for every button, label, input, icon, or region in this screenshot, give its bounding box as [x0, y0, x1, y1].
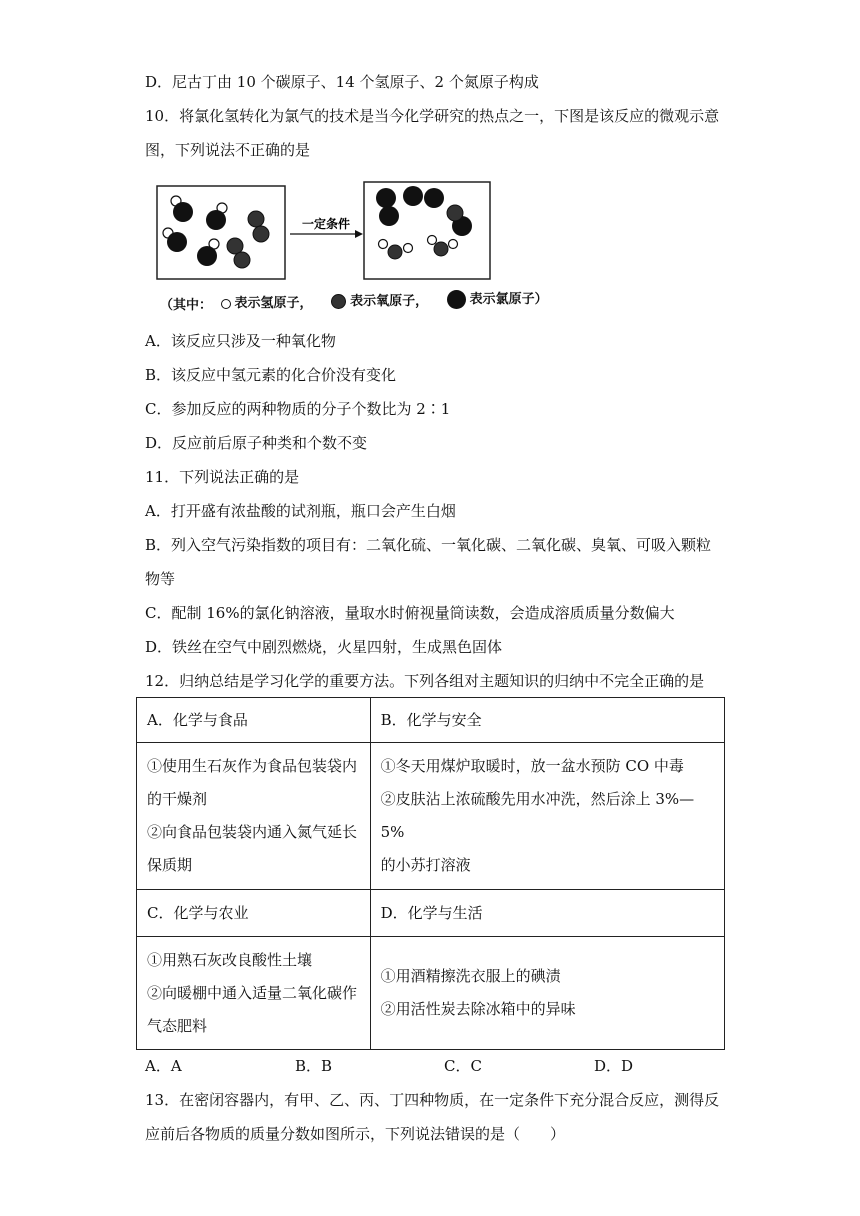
cell-a-line: ②向食品包装袋内通入氮气延长	[147, 823, 358, 841]
q12-answer-b: B．B	[295, 1057, 333, 1075]
q10-option-c: C．参加反应的两种物质的分子个数比为 2∶1	[145, 400, 451, 418]
cell-a-title: A．化学与食品	[137, 698, 371, 743]
hydrogen-atom-icon	[221, 299, 231, 309]
cell-a-line: 保质期	[147, 856, 193, 874]
chlorine-atom	[403, 186, 423, 206]
oxygen-atom	[234, 252, 250, 268]
cell-b-line: ①冬天用煤炉取暖时，放一盆水预防 CO 中毒	[380, 757, 684, 775]
cell-d-content	[370, 937, 724, 1050]
hydrogen-atom	[379, 240, 388, 249]
legend-hydrogen: 表示氢原子，	[217, 295, 313, 313]
cell-b-content	[370, 743, 724, 890]
chlorine-atom-icon	[447, 290, 466, 309]
q11-option-b-line1: B．列入空气污染指数的项目有：二氧化硫、一氧化碳、二氧化碳、臭氧、可吸入颗粒	[145, 536, 712, 554]
q11-option-b-line2: 物等	[145, 570, 176, 588]
reaction-diagram-svg	[150, 178, 570, 288]
diagram-legend	[160, 290, 548, 315]
oxygen-atom-icon	[331, 294, 346, 309]
q13-stem-line2: 应前后各物质的质量分数如图所示，下列说法错误的是（ ）	[145, 1125, 566, 1143]
hydrogen-atom	[428, 236, 437, 245]
legend-chlorine: 表示氯原子）	[443, 290, 548, 309]
q10-stem-line2: 图，下列说法不正确的是	[145, 141, 311, 159]
oxygen-atom	[434, 242, 448, 256]
q11-stem: 11．下列说法正确的是	[145, 468, 300, 486]
cell-a-content	[137, 743, 371, 890]
cell-c-line: 气态肥料	[147, 1016, 208, 1035]
oxygen-atom	[388, 245, 402, 259]
cell-d-line: ②用活性炭去除冰箱中的异味	[380, 1000, 576, 1018]
oxygen-atom	[227, 238, 243, 254]
arrow-head-icon	[355, 230, 363, 238]
chlorine-atom	[167, 232, 187, 252]
cell-b-line: 的小苏打溶液	[380, 856, 471, 874]
q11-option-a: A．打开盛有浓盐酸的试剂瓶，瓶口会产生白烟	[145, 502, 456, 520]
cell-b-line: ②皮肤沾上浓硫酸先用水冲洗，然后涂上 3%—5%	[380, 790, 695, 841]
q12-answer-a: A．A	[145, 1057, 182, 1075]
legend-prefix: （其中：	[160, 298, 213, 313]
q11-option-c: C．配制 16%的氯化钠溶液，量取水时俯视量筒读数，会造成溶质质量分数偏大	[145, 604, 675, 622]
cell-c-content	[137, 937, 371, 1050]
oxygen-atom	[253, 226, 269, 242]
oxygen-atom	[447, 205, 463, 221]
cell-c-line: ②向暖棚中通入适量二氧化碳作	[147, 983, 358, 1002]
arrow-label: 一定条件	[301, 217, 351, 231]
q10-stem-line1: 10．将氯化氢转化为氯气的技术是当今化学研究的热点之一，下图是该反应的微观示意	[145, 107, 720, 125]
hydrogen-atom	[404, 244, 413, 253]
oxygen-atom	[248, 211, 264, 227]
chlorine-atom	[379, 206, 399, 226]
q12-stem: 12．归纳总结是学习化学的重要方法。下列各组对主题知识的归纳中不完全正确的是	[145, 672, 705, 690]
cell-c-line: ①用熟石灰改良酸性土壤	[147, 950, 313, 969]
cell-b-title: B．化学与安全	[370, 698, 724, 743]
chlorine-atom	[206, 210, 226, 230]
cell-d-line: ①用酒精擦洗衣服上的碘渍	[380, 967, 561, 985]
chlorine-atom	[424, 188, 444, 208]
cell-c-title: C．化学与农业	[137, 890, 371, 937]
cell-a-line: ①使用生石灰作为食品包装袋内	[147, 757, 358, 775]
q10-option-a: A．该反应只涉及一种氧化物	[145, 332, 336, 350]
q11-option-d: D．铁丝在空气中剧烈燃烧，火星四射，生成黑色固体	[145, 638, 503, 656]
q10-option-b: B．该反应中氢元素的化合价没有变化	[145, 366, 397, 384]
hydrogen-atom	[449, 240, 458, 249]
q12-answer-d: D．D	[594, 1057, 634, 1075]
q9-option-d: D．尼古丁由 10 个碳原子、14 个氢原子、2 个氮原子构成	[145, 73, 539, 91]
chlorine-atom	[173, 202, 193, 222]
q12-answer-c: C．C	[444, 1057, 482, 1075]
chlorine-atom	[376, 188, 396, 208]
cell-a-line: 的干燥剂	[147, 790, 208, 808]
q10-option-d: D．反应前后原子种类和个数不变	[145, 434, 368, 452]
q13-stem-line1: 13．在密闭容器内，有甲、乙、丙、丁四种物质，在一定条件下充分混合反应，测得反	[145, 1091, 720, 1109]
cell-d-title: D．化学与生活	[370, 890, 724, 937]
knowledge-table	[136, 697, 725, 1050]
chlorine-atom	[197, 246, 217, 266]
legend-oxygen: 表示氧原子，	[327, 293, 428, 311]
